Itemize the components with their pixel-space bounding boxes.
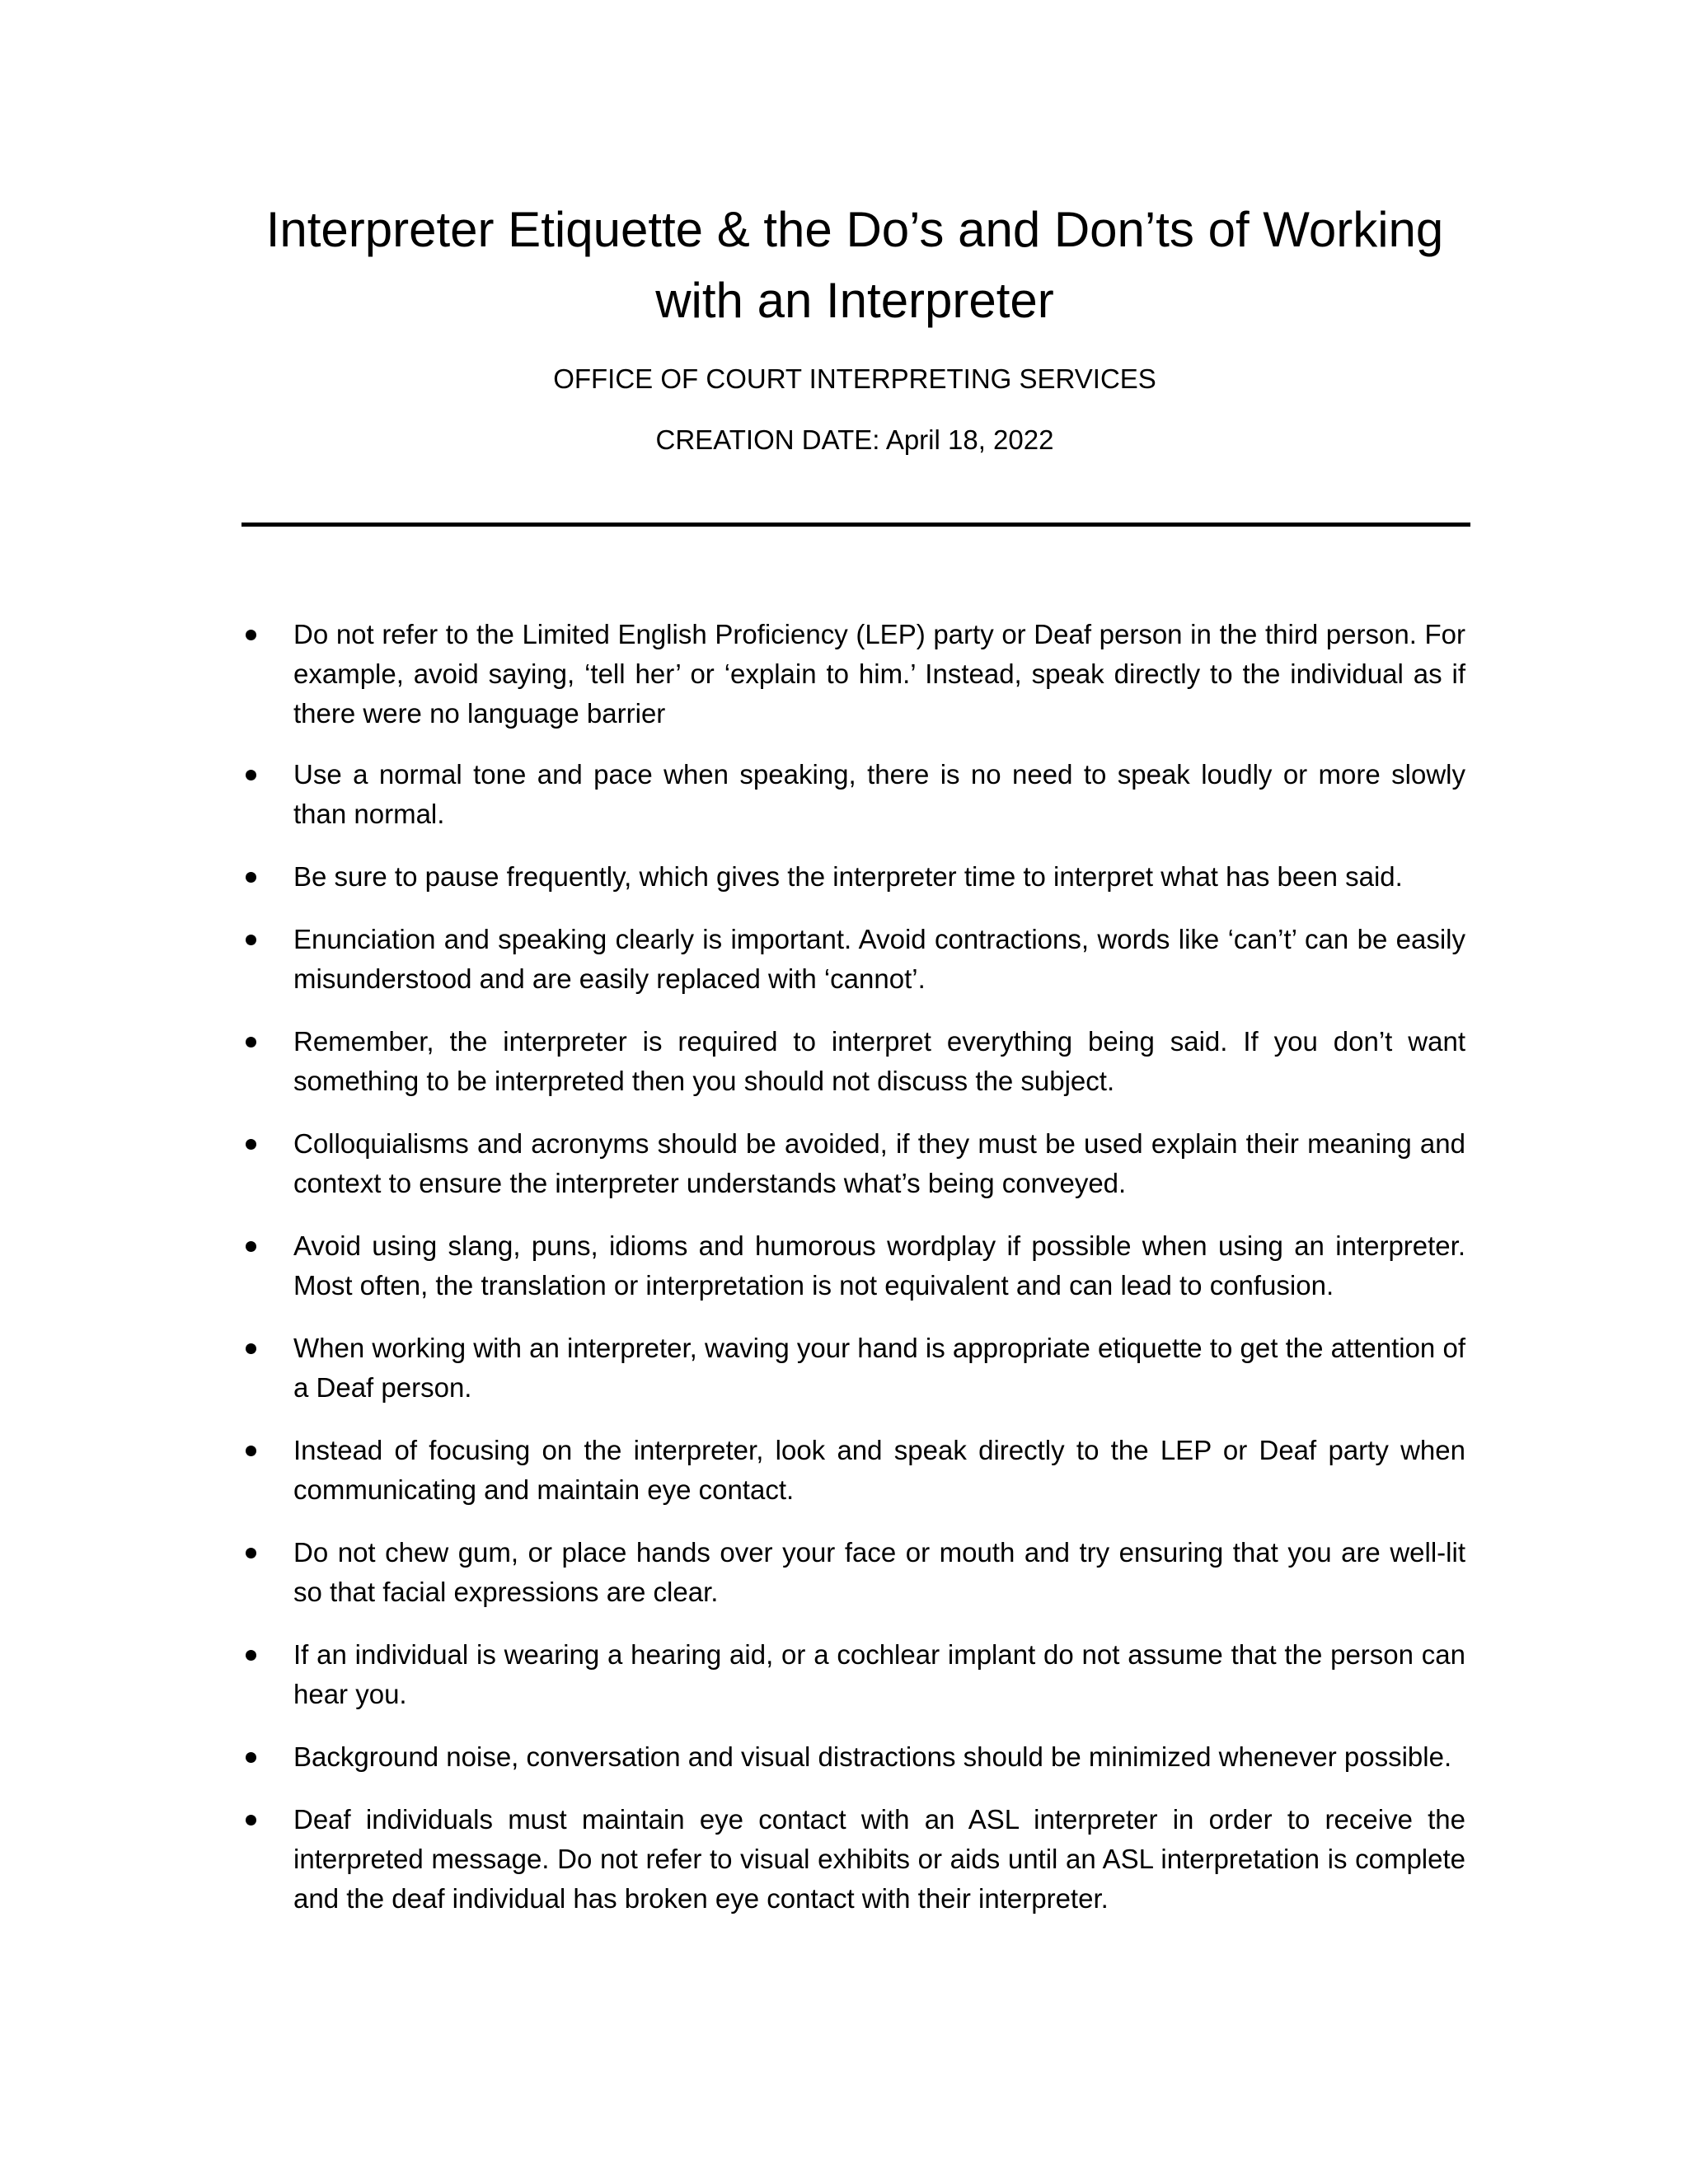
list-item bbox=[293, 615, 1465, 733]
list-item-text: Instead of focusing on the interpreter, look and speak directly to the LEP or Deaf party when communicating and maintain eye contact. bbox=[293, 1435, 1465, 1505]
list-item bbox=[293, 1737, 1465, 1777]
list-item-text: Do not chew gum, or place hands over your face or mouth and try ensuring that you are well-lit so that facial expressions are clear. bbox=[293, 1537, 1465, 1607]
list-item-text: When working with an interpreter, waving your hand is appropriate etiquette to get the attention of a Deaf person. bbox=[293, 1333, 1465, 1403]
list-item-text: Be sure to pause frequently, which gives the interpreter time to interpret what has been said. bbox=[293, 861, 1403, 892]
list-item bbox=[293, 1022, 1465, 1101]
list-item bbox=[293, 1431, 1465, 1510]
list-item-text: Deaf individuals must maintain eye contact with an ASL interpreter in order to receive the interpreted message. Do not refer to visual exhibits or aids until an ASL interpretation is complete and the deaf individual has broken eye contact with their interpreter. bbox=[293, 1804, 1465, 1914]
header-divider bbox=[241, 523, 1470, 527]
list-item-text: Avoid using slang, puns, idioms and humorous wordplay if possible when using an interpreter. Most often, the translation or interpretation is not equivalent and can lead to confusion. bbox=[293, 1230, 1465, 1301]
list-item bbox=[293, 755, 1465, 834]
list-item bbox=[293, 1800, 1465, 1919]
list-item-text: Use a normal tone and pace when speaking, there is no need to speak loudly or more slowly than normal. bbox=[293, 759, 1465, 829]
list-item-text: Remember, the interpreter is required to interpret everything being said. If you don’t want something to be interpreted then you should not discuss the subject. bbox=[293, 1026, 1465, 1096]
list-item-text: Colloquialisms and acronyms should be avoided, if they must be used explain their meaning and context to ensure the interpreter understands what’s being conveyed. bbox=[293, 1128, 1465, 1198]
office-name: OFFICE OF COURT INTERPRETING SERVICES bbox=[553, 363, 1156, 394]
list-item bbox=[293, 1533, 1465, 1612]
bullet-icon bbox=[246, 1650, 256, 1661]
bullet-icon bbox=[246, 1548, 256, 1558]
list-item bbox=[293, 1124, 1465, 1203]
bullet-icon bbox=[246, 1343, 256, 1354]
bullet-icon bbox=[246, 1446, 256, 1456]
list-item-text: If an individual is wearing a hearing aid, or a cochlear implant do not assume that the person can hear you. bbox=[293, 1639, 1465, 1709]
bullet-icon bbox=[246, 770, 256, 780]
document-title-line-2: with an Interpreter bbox=[655, 273, 1054, 328]
list-item-text: Do not refer to the Limited English Proficiency (LEP) party or Deaf person in the third person. For example, avoid saying, ‘tell her’ or ‘explain to him.’ Instead, speak directly to the individual as if there were no language barrier bbox=[293, 619, 1465, 729]
bullet-icon bbox=[246, 1815, 256, 1825]
list-item bbox=[293, 1635, 1465, 1714]
list-item bbox=[293, 857, 1465, 897]
list-item-text: Enunciation and speaking clearly is important. Avoid contractions, words like ‘can’t’ can be easily misunderstood and are easily replaced with ‘cannot’. bbox=[293, 924, 1465, 994]
creation-date: CREATION DATE: April 18, 2022 bbox=[655, 424, 1054, 455]
bullet-icon bbox=[246, 1139, 256, 1150]
list-item bbox=[293, 1226, 1465, 1305]
bullet-icon bbox=[246, 630, 256, 640]
list-item bbox=[293, 920, 1465, 999]
bullet-icon bbox=[246, 935, 256, 945]
bullet-icon bbox=[246, 1241, 256, 1252]
list-item-text: Background noise, conversation and visual distractions should be minimized whenever possible. bbox=[293, 1741, 1452, 1772]
bullet-icon bbox=[246, 1037, 256, 1047]
document-title bbox=[241, 194, 1469, 336]
bullet-icon bbox=[246, 872, 256, 883]
document-title-line-1: Interpreter Etiquette & the Do’s and Don’ts of Working bbox=[265, 202, 1444, 257]
bullet-icon bbox=[246, 1752, 256, 1763]
list-item bbox=[293, 1329, 1465, 1408]
